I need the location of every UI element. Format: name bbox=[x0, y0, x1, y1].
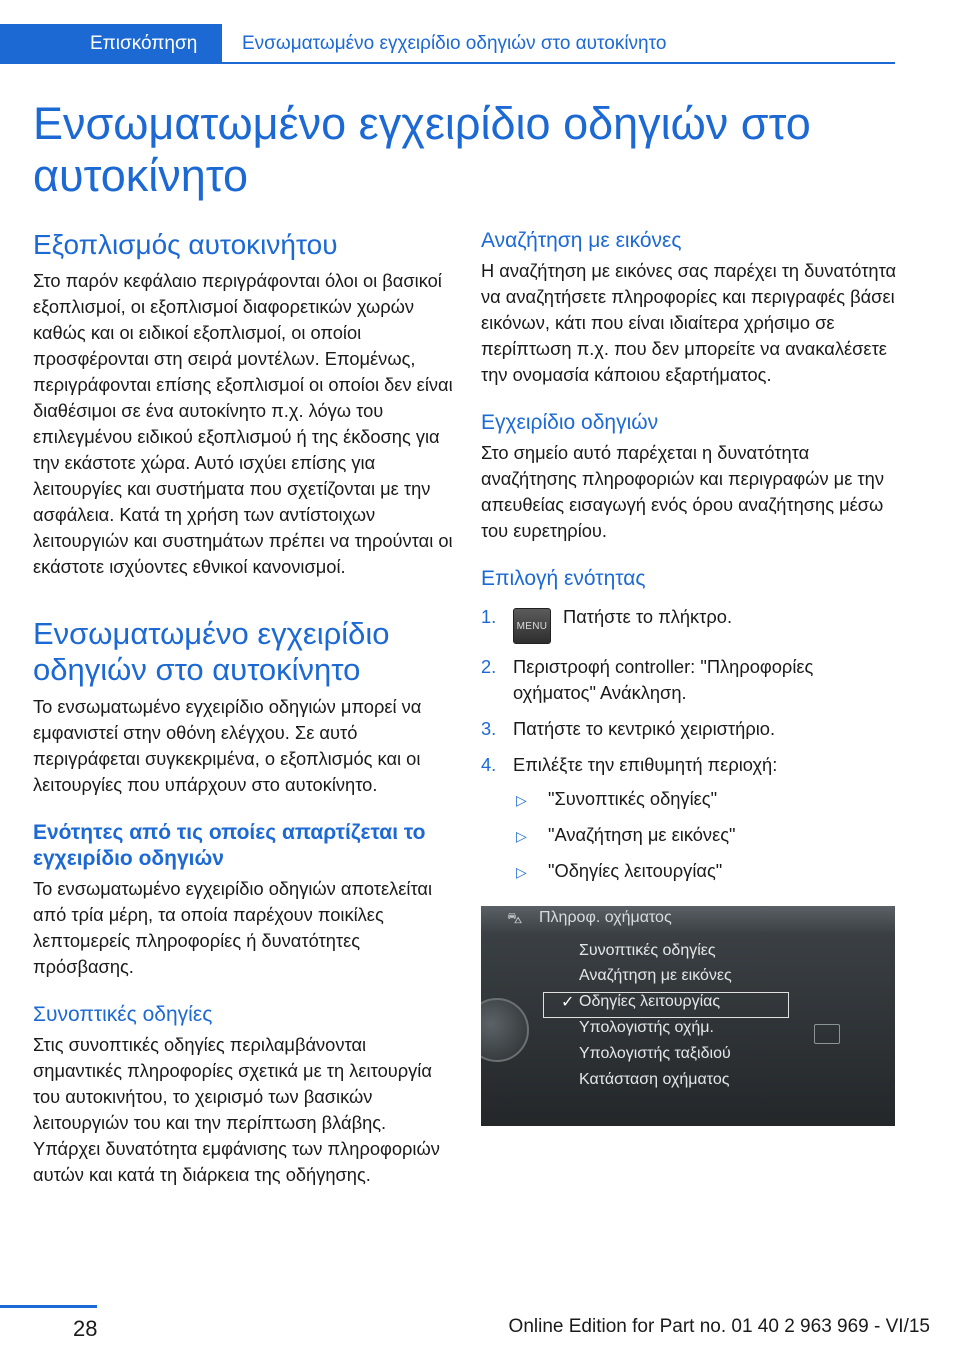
section-heading-manual-parts: Ενότητες από τις οποίες απαρτίζεται το εγχειρίδιο οδηγιών bbox=[33, 821, 426, 870]
step-text: Πατήστε το κεντρικό χειριστήριο. bbox=[513, 718, 776, 739]
page-number: 28 bbox=[73, 1316, 98, 1341]
options-list bbox=[513, 786, 901, 884]
check-icon: ✓ bbox=[561, 994, 575, 1011]
edition-note: Online Edition for Part no. 01 40 2 963 969 - VI/15 bbox=[508, 1316, 930, 1337]
left-column bbox=[33, 228, 453, 1188]
option-item: ▷ "Συνοπτικές οδηγίες" bbox=[513, 786, 901, 812]
section-heading-picture-search: Αναζήτηση με εικόνες bbox=[481, 229, 682, 252]
breadcrumb[interactable]: Ενσωματωμένο εγχειρίδιο οδηγιών στο αυτοκίνητο bbox=[242, 33, 667, 54]
screen-menu-item: Υπολογιστής ταξιδιού bbox=[579, 1045, 731, 1062]
options-icon bbox=[814, 1024, 840, 1044]
step-number: 2. bbox=[481, 656, 497, 677]
section-heading-select-section: Επιλογή ενότητας bbox=[481, 567, 646, 590]
option-item: ▷ "Οδηγίες λειτουργίας" bbox=[513, 858, 901, 884]
step-number: 1. bbox=[481, 606, 497, 627]
section-body-equipment: Στο παρόν κεφάλαιο περιγράφονται όλοι οι βασικοί εξοπλισμοί, οι εξοπλισμοί διαφορετικών χωρών καθώς και οι ειδικοί εξοπλισμοί, οι οποίοι προσφέρονται στη σειρά μοντέλων. Επομένως, περιγράφονται επίσης εξοπλισμοί οι οποίοι δεν είναι διαθέσιμοι σε ένα αυτοκίνητο π.χ. λόγω του επιλεγμένου ειδικού εξοπλισμού ή της έκδοσης για την εκάστοτε χώρα. Αυτό ισχύει επίσης για λειτουργίες και συστήματα που σχετίζονται με την ασφάλεια. Κατά τη χρήση των αντίστοιχων λειτουργιών και συστημάτων πρέπει να τηρούνται οι εκάστοτε ισχύοντες εθνικοί κανονισμοί. bbox=[33, 270, 453, 577]
screen-menu-item: Συνοπτικές οδηγίες bbox=[579, 942, 716, 959]
step-item bbox=[481, 716, 901, 742]
screen-menu-item: Οδηγίες λειτουργίας bbox=[579, 993, 721, 1010]
triangle-bullet-icon: ▷ bbox=[516, 864, 527, 880]
triangle-bullet-icon: ▷ bbox=[516, 828, 527, 844]
controller-knob-icon bbox=[481, 998, 529, 1062]
step-item bbox=[481, 752, 901, 884]
tab-overview[interactable]: Επισκόπηση bbox=[0, 24, 222, 64]
section-body-integrated-manual: Το ενσωματωμένο εγχειρίδιο οδηγιών μπορεί να εμφανιστεί στην οθόνη ελέγχου. Σε αυτό περιγράφεται συγκεκριμένα, ο εξοπλισμός και οι λειτουργίες που υπάρχουν στο αυτοκίνητο. bbox=[33, 696, 422, 795]
screen-title: Πληροφ. οχήματος bbox=[539, 909, 672, 926]
page-title: Ενσωματωμένο εγχειρίδιο οδηγιών στο αυτοκίνητο bbox=[33, 98, 811, 201]
idrive-screen-illustration bbox=[481, 906, 895, 1126]
option-item: ▷ "Αναζήτηση με εικόνες" bbox=[513, 822, 901, 848]
step-number: 3. bbox=[481, 718, 497, 739]
section-body-picture-search: Η αναζήτηση με εικόνες σας παρέχει τη δυνατότητα να αναζητήσετε πληροφορίες και περιγραφές βάσει εικόνων, κάτι που είναι ιδιαίτερα χρήσιμο σε περίπτωση π.χ. που δεν μπορείτε να ανακαλέσετε την ονομασία κάποιου εξαρτήματος. bbox=[481, 260, 897, 385]
section-body-manual-parts: Το ενσωματωμένο εγχειρίδιο οδηγιών αποτελείται από τρία μέρη, τα οποία παρέχουν ποικίλες λεπτομερείς πληροφορίες ή δυνατότητες πρόσβασης. bbox=[33, 878, 433, 977]
footer-accent-line bbox=[0, 1305, 97, 1308]
triangle-bullet-icon: ▷ bbox=[516, 792, 527, 808]
screen-menu-item: Υπολογιστής οχήμ. bbox=[579, 1019, 714, 1036]
section-body-owners-manual: Στο σημείο αυτό παρέχεται η δυνατότητα αναζήτησης πληροφοριών και περιγραφών με την απευθείας εισαγωγή ενός όρου αναζήτησης μέσω του ευρετηρίου. bbox=[481, 442, 884, 541]
screen-header bbox=[481, 906, 895, 932]
car-icon: ⛍ bbox=[507, 910, 523, 927]
section-heading-quick-reference: Συνοπτικές οδηγίες bbox=[33, 1003, 213, 1026]
step-text: Πατήστε το πλήκτρο. bbox=[563, 606, 733, 627]
menu-key-icon: MENU bbox=[513, 608, 551, 644]
section-heading-owners-manual: Εγχειρίδιο οδηγιών bbox=[481, 411, 659, 434]
section-heading-integrated-manual: Ενσωματωμένο εγχειρίδιο οδηγιών στο αυτοκίνητο bbox=[33, 616, 390, 687]
section-heading-equipment: Εξοπλισμός αυτοκινήτου bbox=[33, 229, 338, 260]
top-navigation-bar bbox=[0, 24, 895, 64]
step-text: Περιστροφή controller: "Πληροφορίες οχήματος" Ανάκληση. bbox=[513, 656, 814, 703]
step-text: Επιλέξτε την επιθυμητή περιοχή: bbox=[513, 754, 778, 775]
steps-list bbox=[481, 604, 901, 884]
section-body-quick-reference: Στις συνοπτικές οδηγίες περιλαμβάνονται σημαντικές πληροφορίες σχετικά με τη λειτουργία του αυτοκινήτου, το χειρισμό των βασικών λειτουργιών του και την περίπτωση βλάβης. Υπάρχει δυνατότητα εμφάνισης των πληροφοριών αυτών και κατά τη διάρκεια της οδήγησης. bbox=[33, 1034, 440, 1185]
screen-menu-item: Αναζήτηση με εικόνες bbox=[579, 967, 732, 984]
step-item bbox=[481, 654, 901, 706]
screen-menu-item: Κατάσταση οχήματος bbox=[579, 1071, 730, 1088]
step-item bbox=[481, 604, 901, 644]
step-number: 4. bbox=[481, 754, 497, 775]
right-column bbox=[481, 228, 901, 894]
